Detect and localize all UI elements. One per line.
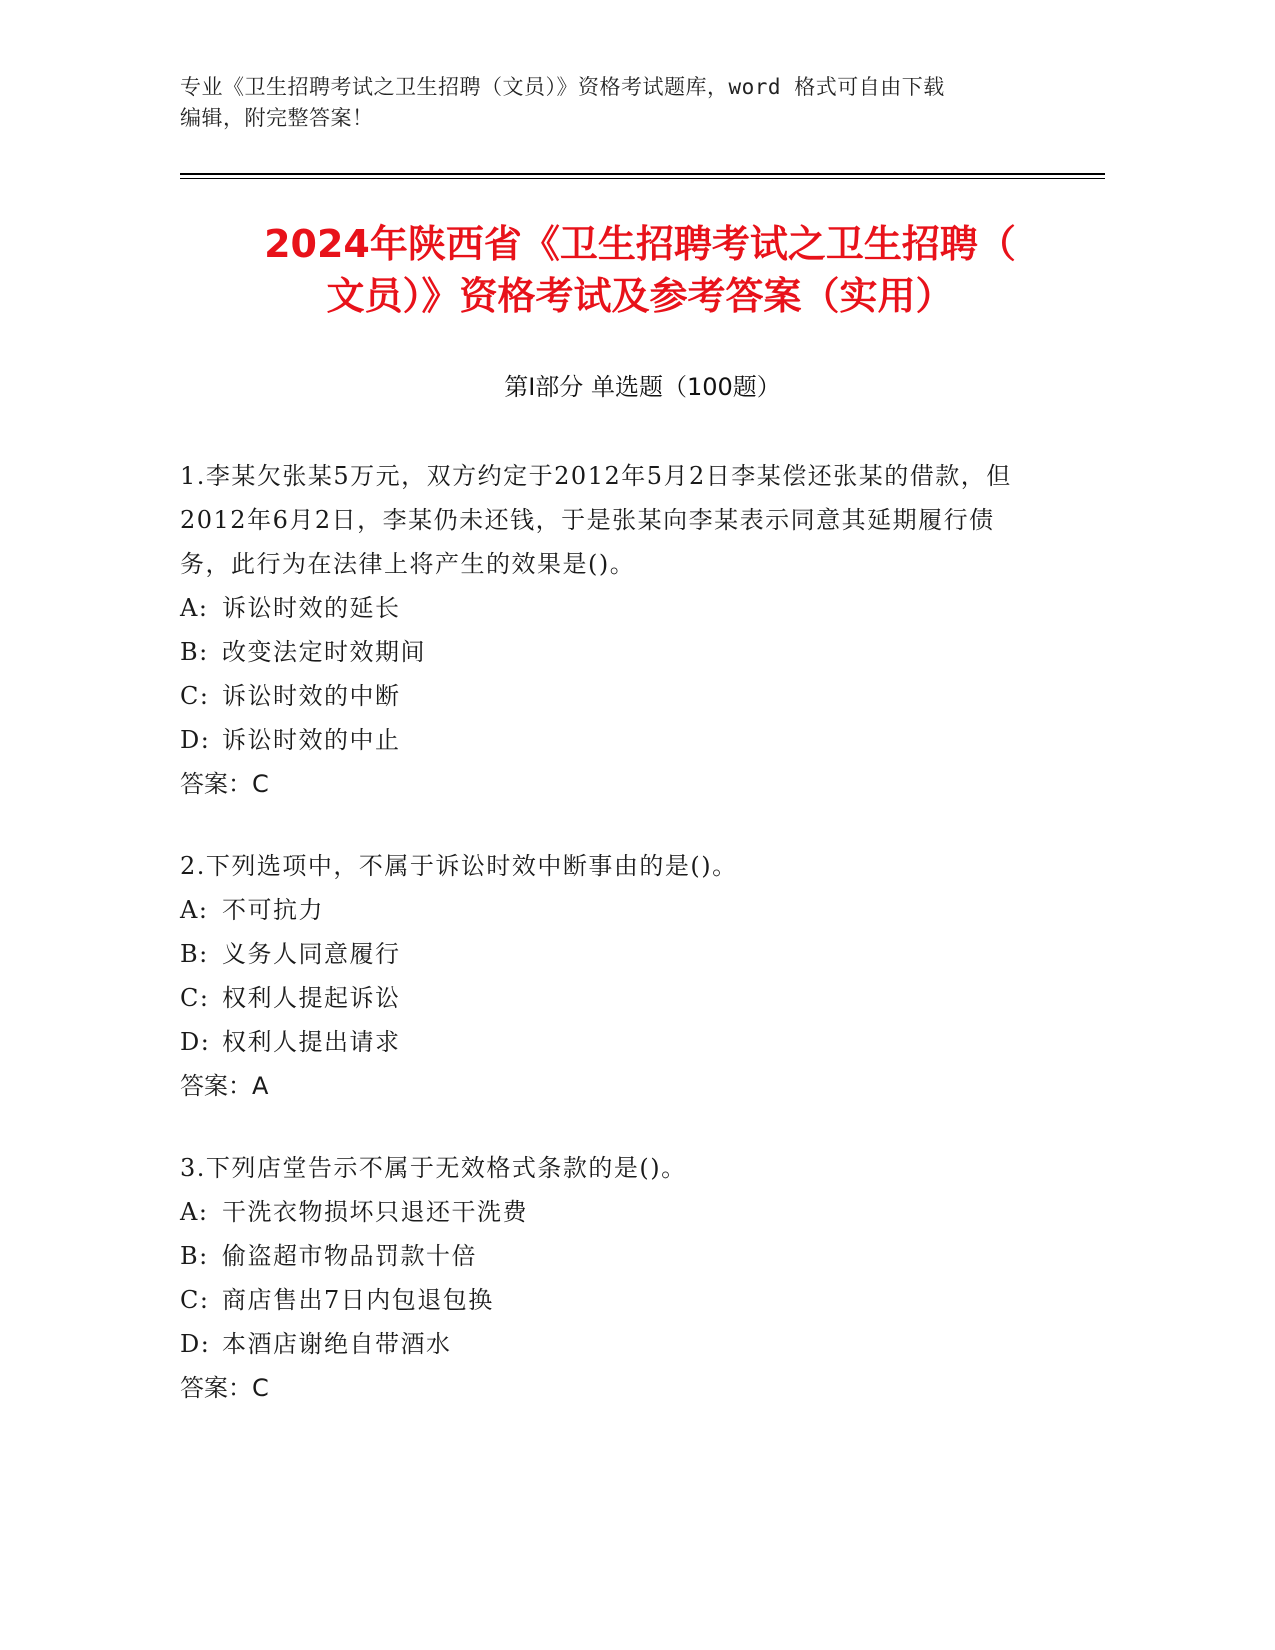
option-text: 诉讼时效的中断 bbox=[222, 682, 401, 710]
option-text: 偷盗超市物品罚款十倍 bbox=[222, 1242, 477, 1270]
option-b bbox=[180, 1234, 1040, 1278]
option-label: A: bbox=[180, 594, 209, 622]
document-title bbox=[160, 218, 1120, 322]
document-title-line2: 文员）》资格考试及参考答案（实用） bbox=[326, 274, 954, 318]
option-c bbox=[180, 1278, 1040, 1322]
option-a bbox=[180, 888, 1040, 932]
option-label: D: bbox=[180, 1330, 211, 1358]
answer: 答案：A bbox=[180, 1072, 269, 1100]
option-text: 干洗衣物损坏只退还干洗费 bbox=[222, 1198, 528, 1226]
option-text: 权利人提起诉讼 bbox=[222, 984, 401, 1012]
option-d bbox=[180, 1020, 1040, 1064]
option-text: 义务人同意履行 bbox=[222, 940, 401, 968]
option-b bbox=[180, 932, 1040, 976]
option-label: B: bbox=[180, 638, 209, 666]
option-text: 不可抗力 bbox=[222, 896, 324, 924]
option-d bbox=[180, 1322, 1040, 1366]
option-text: 商店售出7日内包退包换 bbox=[222, 1286, 494, 1314]
question-stem: 1.李某欠张某5万元，双方约定于2012年5月2日李某偿还张某的借款，但2012年6月2日，李某仍未还钱，于是张某向李某表示同意其延期履行债务，此行为在法律上将产生的效果是()。 bbox=[180, 462, 1012, 578]
header-divider-thick bbox=[180, 173, 1105, 175]
answer: 答案：C bbox=[180, 770, 269, 798]
header-note bbox=[180, 72, 1060, 134]
option-text: 本酒店谢绝自带酒水 bbox=[222, 1330, 452, 1358]
option-label: A: bbox=[180, 896, 209, 924]
option-label: C: bbox=[180, 984, 210, 1012]
question-stem: 3.下列店堂告示不属于无效格式条款的是()。 bbox=[180, 1154, 687, 1182]
option-text: 权利人提出请求 bbox=[222, 1028, 401, 1056]
option-a bbox=[180, 586, 1040, 630]
option-c bbox=[180, 976, 1040, 1020]
option-label: D: bbox=[180, 1028, 211, 1056]
header-note-line1: 专业《卫生招聘考试之卫生招聘（文员）》资格考试题库，word 格式可自由下载 bbox=[180, 75, 945, 99]
option-text: 诉讼时效的中止 bbox=[222, 726, 401, 754]
question-1 bbox=[180, 454, 1040, 806]
option-a bbox=[180, 1190, 1040, 1234]
option-c bbox=[180, 674, 1040, 718]
option-text: 诉讼时效的延长 bbox=[222, 594, 401, 622]
question-list bbox=[180, 454, 1040, 1448]
header-note-line2: 编辑，附完整答案！ bbox=[180, 106, 374, 130]
document-title-line1: 2024年陕西省《卫生招聘考试之卫生招聘（ bbox=[264, 222, 1016, 266]
question-3 bbox=[180, 1146, 1040, 1410]
option-label: A: bbox=[180, 1198, 209, 1226]
option-label: D: bbox=[180, 726, 211, 754]
option-d bbox=[180, 718, 1040, 762]
section-title: 第Ⅰ部分 单选题（100题） bbox=[504, 373, 781, 401]
question-stem: 2.下列选项中，不属于诉讼时效中断事由的是()。 bbox=[180, 852, 738, 880]
option-b bbox=[180, 630, 1040, 674]
answer: 答案：C bbox=[180, 1374, 269, 1402]
option-label: C: bbox=[180, 682, 210, 710]
option-text: 改变法定时效期间 bbox=[222, 638, 426, 666]
header-divider-thin bbox=[180, 178, 1105, 179]
question-2 bbox=[180, 844, 1040, 1108]
option-label: C: bbox=[180, 1286, 210, 1314]
option-label: B: bbox=[180, 1242, 209, 1270]
option-label: B: bbox=[180, 940, 209, 968]
